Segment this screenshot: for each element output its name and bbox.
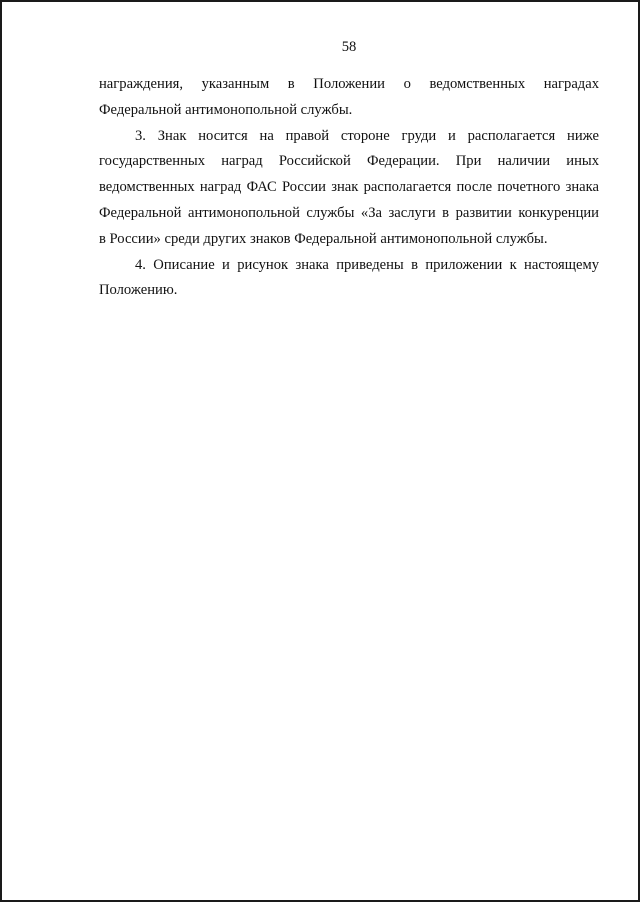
paragraph-line: ведомственных наград ФАС России знак располагается после почетного знака (99, 179, 599, 196)
paragraph-line: 3. Знак носится на правой стороне груди и располагается ниже (135, 127, 599, 144)
paragraph-line: Положению. (99, 282, 178, 299)
paragraph-line: 4. Описание и рисунок знака приведены в приложении к настоящему (135, 256, 599, 273)
paragraph-line: в России» среди других знаков Федеральной антимонопольной службы. (99, 230, 548, 247)
document-body (99, 72, 599, 304)
paragraph-item-4 (99, 253, 599, 305)
paragraph-awards-continuation (99, 72, 599, 124)
paragraph-item-3 (99, 124, 599, 253)
paragraph-line: государственных наград Российской Федерации. При наличии иных (99, 153, 599, 170)
page-number: 58 (341, 39, 357, 55)
paragraph-line: Федеральной антимонопольной службы «За заслуги в развитии конкуренции (99, 204, 599, 221)
paragraph-line: Федеральной антимонопольной службы. (99, 101, 353, 118)
paragraph-line: награждения, указанным в Положении о ведомственных наградах (99, 76, 599, 92)
